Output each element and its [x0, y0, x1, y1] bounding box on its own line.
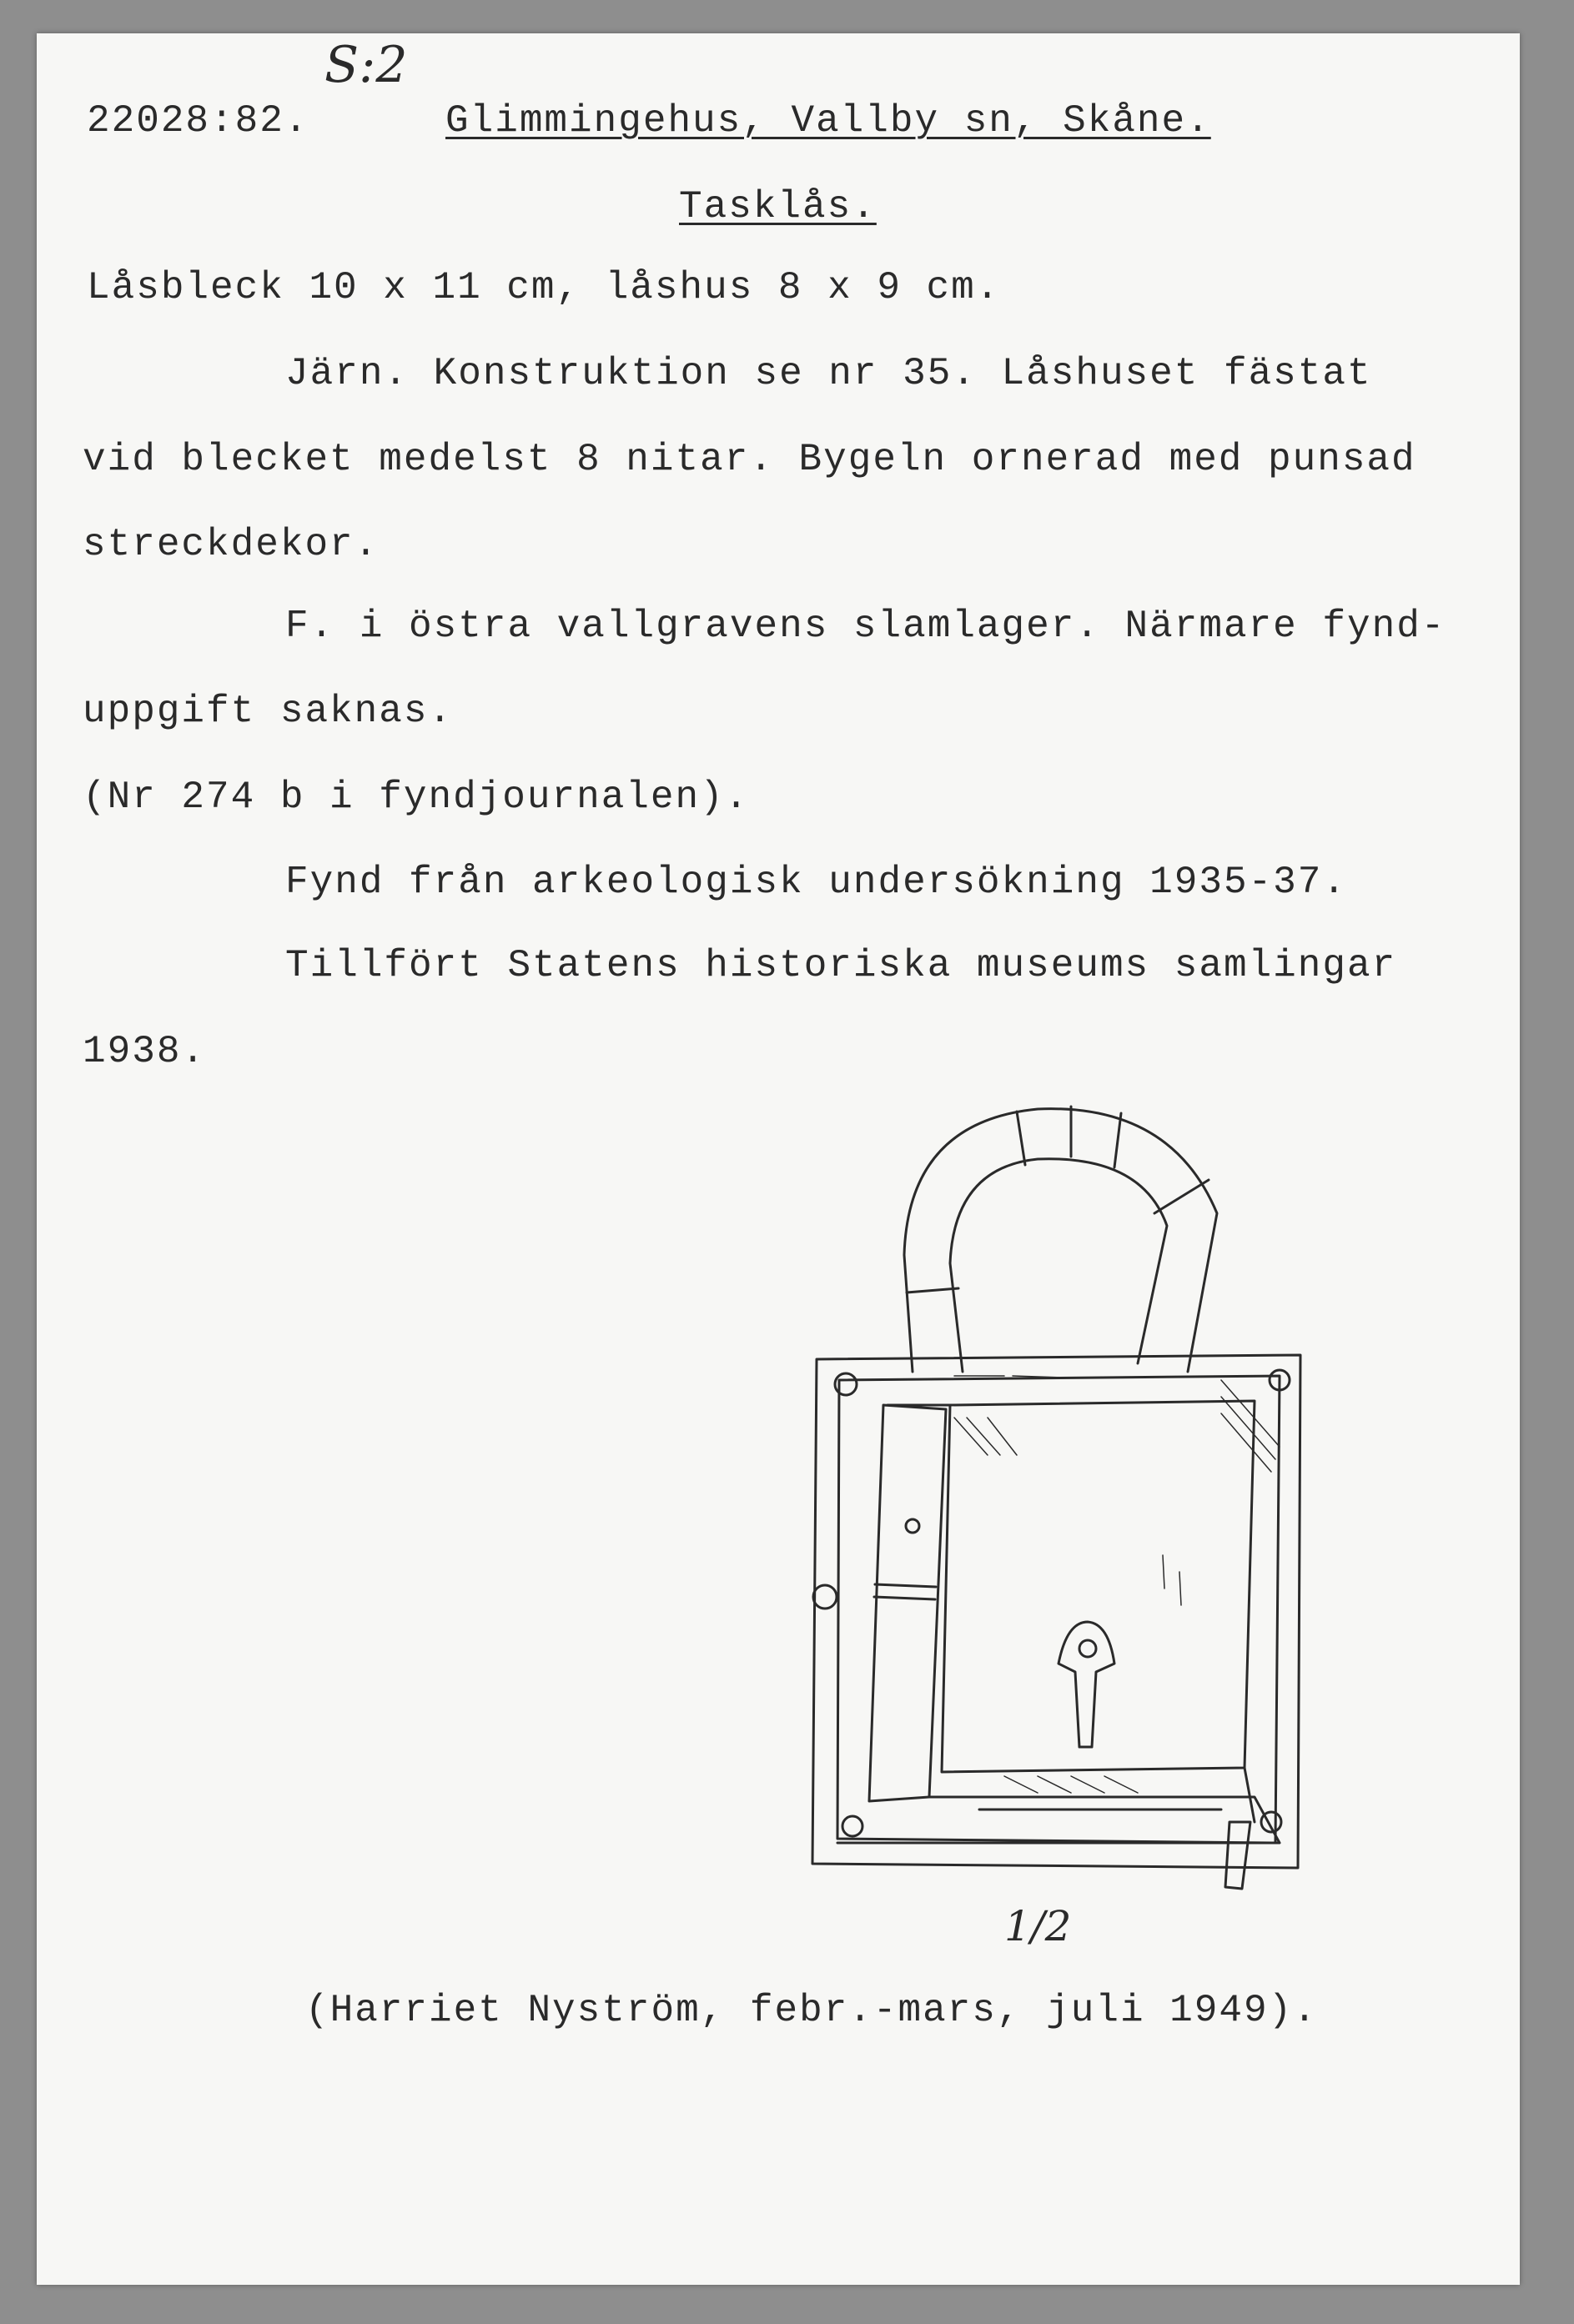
text-line: (Nr 274 b i fyndjournalen). [83, 776, 750, 819]
object-title: Tasklås. [679, 185, 877, 228]
location-heading: Glimmingehus, Vallby sn, Skåne. [445, 99, 1211, 143]
text-line: Fynd från arkeologisk undersökning 1935-37. [285, 861, 1347, 904]
text-line: Tillfört Statens historiska museums samlingar [285, 944, 1397, 987]
text-line: streckdekor. [83, 523, 380, 566]
handwritten-mark: S:2 [324, 36, 408, 94]
text-line: vid blecket medelst 8 nitar. Bygeln ornerad med punsad [83, 438, 1416, 481]
text-line: uppgift saknas. [83, 690, 454, 733]
text-line: Järn. Konstruktion se nr 35. Låshuset fästat [285, 352, 1372, 395]
catalog-card [37, 33, 1520, 2285]
text-line: F. i östra vallgravens slamlager. Närmare fynd- [285, 605, 1446, 648]
catalog-number: 22028:82. [87, 99, 309, 143]
text-line: 1938. [83, 1030, 207, 1073]
padlock-drawing [787, 1088, 1371, 1901]
attribution: (Harriet Nyström, febr.-mars, juli 1949). [305, 1989, 1318, 2032]
scale-label: 1/2 [1004, 1902, 1072, 1950]
text-line: Låsbleck 10 x 11 cm, låshus 8 x 9 cm. [87, 266, 1001, 309]
